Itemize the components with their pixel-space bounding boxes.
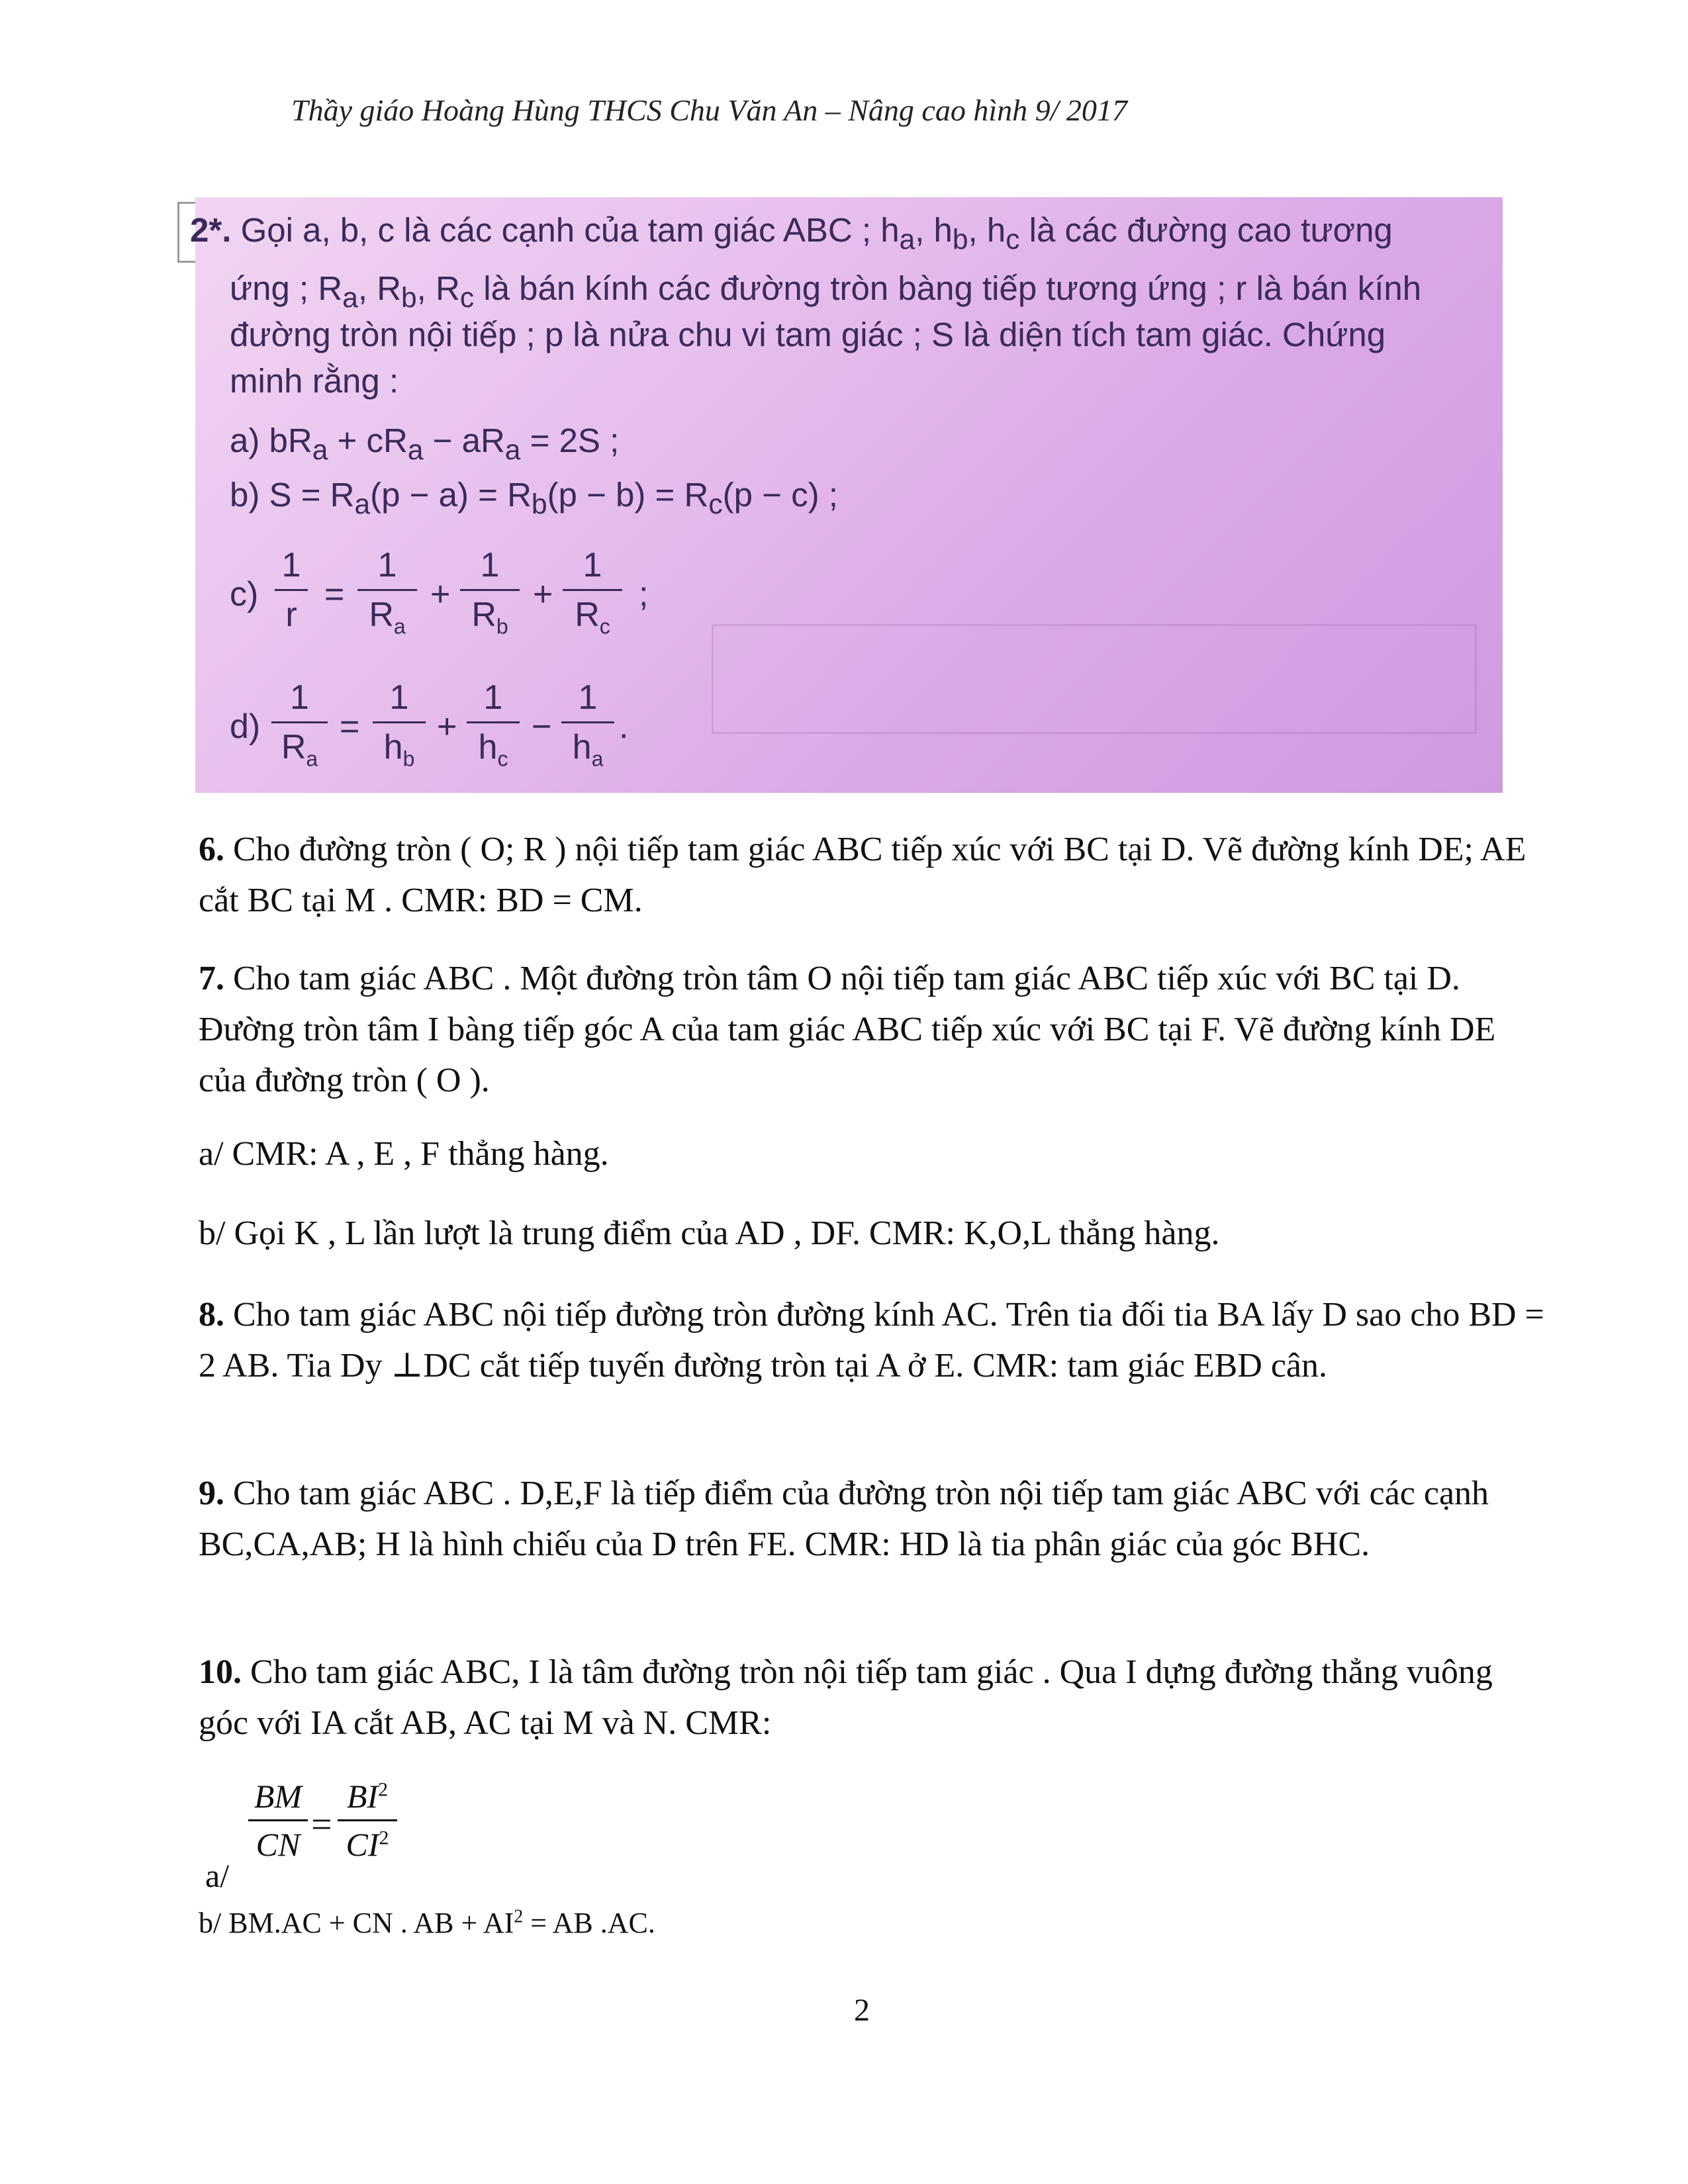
problem-statement-line-1 xyxy=(190,210,1393,256)
denominator: CN xyxy=(256,1826,301,1863)
numerator: 1 xyxy=(578,678,598,717)
problem-text: , h xyxy=(915,211,953,249)
fraction-bar xyxy=(373,721,426,723)
plus-sign: + xyxy=(533,575,553,614)
den-text: CI xyxy=(346,1826,379,1863)
fraction-bar xyxy=(357,589,417,591)
sub: a xyxy=(393,614,406,639)
fraction-bar xyxy=(561,721,614,723)
sub: a xyxy=(591,747,604,771)
equals-sign: = xyxy=(324,575,345,614)
numerator: 1 xyxy=(281,546,301,584)
part-b-text: b/ BM.AC + CN . AB + AI xyxy=(199,1907,514,1939)
item-text: − aR xyxy=(423,422,505,459)
problem-text: ứng ; R xyxy=(230,269,343,307)
item-c-label: c) xyxy=(230,575,259,614)
bleed-through-box xyxy=(712,624,1477,734)
den-text: R xyxy=(575,596,600,634)
fraction-1-over-rb xyxy=(460,548,520,637)
item-text: b) S = R xyxy=(230,476,355,514)
problem-number: 6. xyxy=(199,831,224,868)
item-text: (p − c) ; xyxy=(722,476,838,514)
item-text: (p − a) = R xyxy=(370,476,532,514)
problem-text: là các đường cao tương xyxy=(1019,211,1393,249)
problem-7 xyxy=(199,953,1549,1106)
fraction-1-over-hb xyxy=(373,680,426,769)
problem-8 xyxy=(199,1289,1549,1391)
sub: a xyxy=(354,489,371,521)
minus-sign: − xyxy=(532,707,552,746)
denominator xyxy=(573,730,604,769)
fraction-1-over-r xyxy=(275,548,308,632)
semicolon: ; xyxy=(639,575,649,614)
den-text: R xyxy=(281,728,306,766)
exponent: 2 xyxy=(379,1827,389,1849)
fraction-bar xyxy=(338,1819,397,1821)
sub: a xyxy=(312,435,328,467)
fraction-1-over-ra xyxy=(271,680,328,769)
problem-7-part-a: a/ CMR: A , E , F thẳng hàng. xyxy=(199,1135,609,1173)
item-a xyxy=(230,421,619,467)
fraction-bar xyxy=(460,589,520,591)
fraction-bar xyxy=(271,721,328,723)
sub: c xyxy=(497,747,508,771)
sub: c xyxy=(459,283,475,314)
den-text: h xyxy=(572,728,592,766)
fraction-bm-over-cn xyxy=(248,1777,308,1864)
item-d-label: d) xyxy=(230,707,261,746)
num-text: BI xyxy=(346,1778,379,1815)
scanned-textbook-excerpt xyxy=(190,197,1503,793)
fraction-1-over-ha xyxy=(561,680,614,769)
problem-number: 8. xyxy=(199,1296,224,1334)
sub: a xyxy=(899,224,915,256)
sub: b xyxy=(496,614,508,639)
problem-statement-line-2 xyxy=(230,269,1421,314)
item-text: (p − b) = R xyxy=(547,476,709,514)
sub: b xyxy=(952,224,968,256)
sub: a xyxy=(306,747,318,771)
sub: b xyxy=(531,489,547,521)
denominator xyxy=(479,730,508,769)
fraction-1-over-ra xyxy=(357,548,417,637)
problem-9 xyxy=(199,1468,1549,1570)
numerator: 1 xyxy=(290,678,309,717)
sub: a xyxy=(342,283,358,314)
problem-6 xyxy=(199,824,1549,926)
fraction-1-over-hc xyxy=(467,680,520,769)
sub: c xyxy=(708,489,723,521)
den-text: R xyxy=(369,596,394,634)
numerator: 1 xyxy=(480,546,500,584)
fraction-bar xyxy=(467,721,520,723)
sub: a xyxy=(504,435,521,467)
part-b-text: = AB .AC. xyxy=(523,1907,655,1939)
problem-text: Cho tam giác ABC . D,E,F là tiếp điểm của đường tròn nội tiếp tam giác ABC với các cạnh BC,CA,AB; H là hình chiếu của D trên FE. CMR: HD là tia phân giác của góc BHC. xyxy=(199,1475,1489,1563)
numerator xyxy=(347,1777,388,1815)
problem-text: Gọi a, b, c là các cạnh của tam giác ABC ; h xyxy=(240,211,900,249)
numerator: 1 xyxy=(483,678,503,717)
problem-number: 7. xyxy=(199,960,224,997)
item-text: + cR xyxy=(328,422,408,459)
denominator xyxy=(384,730,415,769)
den-text: R xyxy=(471,596,496,634)
sub: b xyxy=(402,747,415,771)
denominator: r xyxy=(285,596,297,634)
problem-statement-line-4: minh rằng : xyxy=(230,362,399,400)
fraction-bar xyxy=(275,589,308,591)
page-header: Thầy giáo Hoàng Hùng THCS Chu Văn An – Nâng cao hình 9/ 2017 xyxy=(291,93,1127,127)
problem-text: , R xyxy=(416,269,460,307)
plus-sign: + xyxy=(430,575,451,614)
item-text: = 2S ; xyxy=(520,422,620,459)
part-a-label: a/ xyxy=(205,1857,230,1894)
item-b xyxy=(230,475,838,521)
fraction-bar xyxy=(248,1819,308,1821)
plus-sign: + xyxy=(437,707,457,746)
period: . xyxy=(619,707,629,746)
problem-text: Cho tam giác ABC . Một đường tròn tâm O nội tiếp tam giác ABC tiếp xúc với BC tại D. Đường tròn tâm I bàng tiếp góc A của tam giác ABC tiếp xúc với BC tại F. Vẽ đường kính DE của đường tròn ( O ). xyxy=(199,960,1496,1099)
sub: a xyxy=(407,435,424,467)
denominator xyxy=(281,730,318,769)
problem-10-part-b xyxy=(199,1906,655,1940)
exponent: 2 xyxy=(514,1906,524,1927)
fraction-bar xyxy=(563,589,622,591)
problem-number: 10. xyxy=(199,1653,242,1691)
denominator xyxy=(575,598,610,637)
problem-number: 9. xyxy=(199,1475,224,1512)
problem-text: Cho tam giác ABC nội tiếp đường tròn đường kính AC. Trên tia đối tia BA lấy D sao cho BD = 2 AB. Tia Dy ⊥DC cắt tiếp tuyến đường tròn tại A ở E. CMR: tam giác EBD cân. xyxy=(199,1296,1544,1385)
item-text: a) bR xyxy=(230,422,312,459)
problem-text: , h xyxy=(968,211,1006,249)
problem-7-part-b: b/ Gọi K , L lần lượt là trung điểm của AD , DF. CMR: K,O,L thẳng hàng. xyxy=(199,1214,1220,1252)
fraction-bi2-over-ci2 xyxy=(338,1777,397,1864)
equals-sign: = xyxy=(311,1804,332,1845)
problem-text: Cho đường tròn ( O; R ) nội tiếp tam giác ABC tiếp xúc với BC tại D. Vẽ đường kính DE; AE cắt BC tại M . CMR: BD = CM. xyxy=(199,831,1526,919)
numerator: 1 xyxy=(583,546,602,584)
sub: b xyxy=(401,283,417,314)
numerator: 1 xyxy=(377,546,397,584)
problem-text: , R xyxy=(357,269,402,307)
sub: c xyxy=(599,614,610,639)
denominator xyxy=(369,598,405,637)
denominator xyxy=(346,1825,389,1864)
problem-10 xyxy=(199,1647,1549,1749)
denominator xyxy=(471,598,508,637)
numerator: BM xyxy=(254,1778,303,1815)
exponent: 2 xyxy=(378,1778,389,1801)
den-text: h xyxy=(383,728,403,766)
equals-sign: = xyxy=(340,707,360,746)
page-number: 2 xyxy=(854,1993,870,2028)
problem-number: 2*. xyxy=(190,211,232,249)
sub: c xyxy=(1006,224,1020,256)
fraction-1-over-rc xyxy=(563,548,622,637)
problem-text: là bán kính các đường tròn bàng tiếp tương ứng ; r là bán kính xyxy=(474,269,1422,307)
den-text: h xyxy=(478,728,498,766)
problem-statement-line-3: đường tròn nội tiếp ; p là nửa chu vi tam giác ; S là diện tích tam giác. Chứng xyxy=(230,316,1386,353)
problem-text: Cho tam giác ABC, I là tâm đường tròn nội tiếp tam giác . Qua I dựng đường thẳng vuông góc với IA cắt AB, AC tại M và N. CMR: xyxy=(199,1653,1493,1742)
numerator: 1 xyxy=(389,678,409,717)
